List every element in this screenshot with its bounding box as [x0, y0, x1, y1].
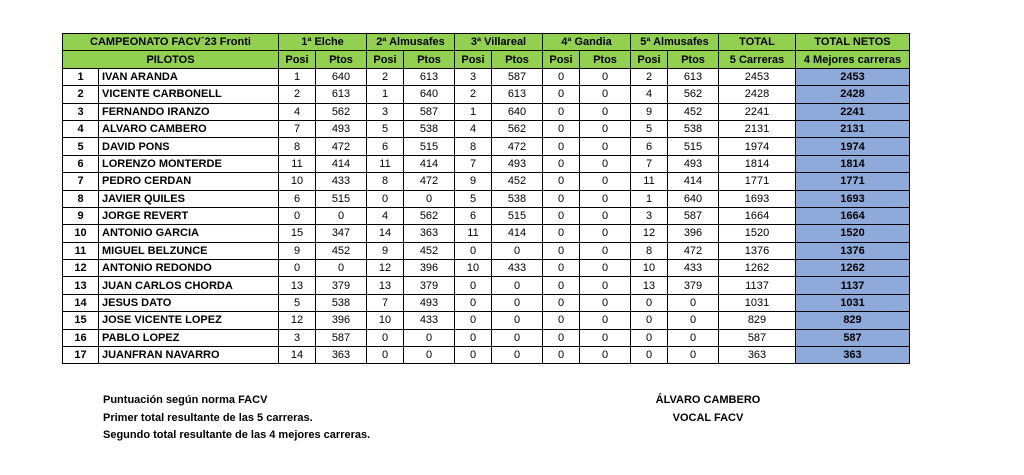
points-cell: 0: [668, 347, 719, 364]
position-cell: 0: [367, 190, 404, 207]
points-cell: 0: [580, 68, 631, 85]
pilot-name-cell: ANTONIO REDONDO: [99, 260, 279, 277]
net-total-cell: 363: [796, 347, 910, 364]
position-cell: 0: [631, 347, 668, 364]
net-total-cell: 1520: [796, 225, 910, 242]
pilot-name-cell: FERNANDO IRANZO: [99, 103, 279, 120]
total-cell: 829: [719, 312, 796, 329]
rank-cell: 15: [63, 312, 99, 329]
position-cell: 0: [631, 329, 668, 346]
ptos-header: Ptos: [580, 51, 631, 68]
rank-cell: 12: [63, 260, 99, 277]
position-cell: 0: [543, 103, 580, 120]
rank-cell: 3: [63, 103, 99, 120]
points-cell: 515: [316, 190, 367, 207]
points-cell: 640: [492, 103, 543, 120]
total-cell: 1771: [719, 173, 796, 190]
points-cell: 452: [316, 242, 367, 259]
points-cell: 562: [404, 207, 455, 224]
position-cell: 8: [279, 138, 316, 155]
points-cell: 0: [580, 260, 631, 277]
points-cell: 587: [316, 329, 367, 346]
table-row: [63, 190, 910, 207]
total-cell: 1664: [719, 207, 796, 224]
position-cell: 12: [367, 260, 404, 277]
points-cell: 0: [404, 329, 455, 346]
points-cell: 0: [580, 207, 631, 224]
standings-body: [63, 68, 910, 364]
note-line: Puntuación según norma FACV: [103, 394, 268, 406]
pilot-name-cell: JORGE REVERT: [99, 207, 279, 224]
position-cell: 0: [455, 312, 492, 329]
table-row: [63, 103, 910, 120]
net-total-cell: 1664: [796, 207, 910, 224]
position-cell: 0: [279, 207, 316, 224]
points-cell: 0: [492, 277, 543, 294]
points-cell: 0: [580, 225, 631, 242]
total-cell: 1974: [719, 138, 796, 155]
position-cell: 5: [279, 294, 316, 311]
table-row: [63, 347, 910, 364]
points-cell: 538: [404, 120, 455, 137]
rank-cell: 1: [63, 68, 99, 85]
rank-cell: 7: [63, 173, 99, 190]
rank-cell: 13: [63, 277, 99, 294]
points-cell: 472: [316, 138, 367, 155]
pilots-header: PILOTOS: [63, 51, 279, 68]
net-total-cell: 1771: [796, 173, 910, 190]
net-total-cell: 2131: [796, 120, 910, 137]
points-cell: 0: [580, 120, 631, 137]
points-cell: 433: [316, 173, 367, 190]
table-row: [63, 155, 910, 172]
position-cell: 7: [455, 155, 492, 172]
points-cell: 613: [668, 68, 719, 85]
points-cell: 0: [316, 207, 367, 224]
points-cell: 0: [580, 277, 631, 294]
pilot-name-cell: VICENTE CARBONELL: [99, 86, 279, 103]
rank-cell: 14: [63, 294, 99, 311]
points-cell: 587: [404, 103, 455, 120]
position-cell: 10: [455, 260, 492, 277]
position-cell: 9: [455, 173, 492, 190]
position-cell: 0: [455, 277, 492, 294]
points-cell: 0: [668, 312, 719, 329]
points-cell: 452: [492, 173, 543, 190]
net-total-cell: 829: [796, 312, 910, 329]
position-cell: 10: [631, 260, 668, 277]
points-cell: 493: [668, 155, 719, 172]
position-cell: 0: [543, 329, 580, 346]
points-cell: 0: [580, 86, 631, 103]
position-cell: 5: [631, 120, 668, 137]
points-cell: 379: [316, 277, 367, 294]
race-header: 4ª Gandia: [543, 34, 631, 51]
points-cell: 0: [580, 155, 631, 172]
position-cell: 0: [543, 312, 580, 329]
total-cell: 587: [719, 329, 796, 346]
points-cell: 538: [668, 120, 719, 137]
position-cell: 4: [631, 86, 668, 103]
header-row-columns: [63, 51, 910, 68]
total-cell: 1137: [719, 277, 796, 294]
points-cell: 0: [492, 294, 543, 311]
position-cell: 4: [367, 207, 404, 224]
position-cell: 9: [367, 242, 404, 259]
position-cell: 1: [279, 68, 316, 85]
total-cell: 2428: [719, 86, 796, 103]
total-subheader: 5 Carreras: [719, 51, 796, 68]
points-cell: 0: [404, 347, 455, 364]
rank-cell: 11: [63, 242, 99, 259]
table-row: [63, 260, 910, 277]
net-total-cell: 1376: [796, 242, 910, 259]
pilot-name-cell: MIGUEL BELZUNCE: [99, 242, 279, 259]
points-cell: 493: [404, 294, 455, 311]
points-cell: 396: [316, 312, 367, 329]
position-cell: 0: [455, 294, 492, 311]
position-cell: 8: [631, 242, 668, 259]
position-cell: 0: [455, 347, 492, 364]
position-cell: 13: [279, 277, 316, 294]
posi-header: Posi: [631, 51, 668, 68]
position-cell: 0: [543, 294, 580, 311]
net-total-cell: 1974: [796, 138, 910, 155]
points-cell: 0: [580, 103, 631, 120]
rank-cell: 16: [63, 329, 99, 346]
total-cell: 1693: [719, 190, 796, 207]
position-cell: 11: [279, 155, 316, 172]
position-cell: 14: [367, 225, 404, 242]
table-row: [63, 242, 910, 259]
position-cell: 7: [367, 294, 404, 311]
ptos-header: Ptos: [404, 51, 455, 68]
position-cell: 3: [279, 329, 316, 346]
points-cell: 472: [492, 138, 543, 155]
position-cell: 0: [367, 329, 404, 346]
position-cell: 0: [455, 329, 492, 346]
points-cell: 613: [316, 86, 367, 103]
pilot-name-cell: IVAN ARANDA: [99, 68, 279, 85]
table-row: [63, 86, 910, 103]
total-cell: 2241: [719, 103, 796, 120]
posi-header: Posi: [543, 51, 580, 68]
total-cell: 2453: [719, 68, 796, 85]
pilot-name-cell: JUAN CARLOS CHORDA: [99, 277, 279, 294]
total-cell: 2131: [719, 120, 796, 137]
position-cell: 7: [631, 155, 668, 172]
position-cell: 2: [279, 86, 316, 103]
points-cell: 0: [492, 312, 543, 329]
points-cell: 0: [580, 190, 631, 207]
table-row: [63, 312, 910, 329]
position-cell: 4: [279, 103, 316, 120]
signature-name: ÁLVARO CAMBERO: [655, 394, 761, 406]
race-header: 3ª Villareal: [455, 34, 543, 51]
points-cell: 347: [316, 225, 367, 242]
table-row: [63, 294, 910, 311]
points-cell: 515: [404, 138, 455, 155]
pilot-name-cell: PEDRO CERDAN: [99, 173, 279, 190]
points-cell: 414: [492, 225, 543, 242]
points-cell: 452: [404, 242, 455, 259]
points-cell: 0: [404, 190, 455, 207]
position-cell: 0: [279, 260, 316, 277]
position-cell: 5: [367, 120, 404, 137]
position-cell: 12: [279, 312, 316, 329]
total-header: TOTAL: [719, 34, 796, 51]
points-cell: 379: [668, 277, 719, 294]
position-cell: 0: [543, 155, 580, 172]
total-cell: 1520: [719, 225, 796, 242]
points-cell: 562: [492, 120, 543, 137]
position-cell: 13: [367, 277, 404, 294]
points-cell: 433: [492, 260, 543, 277]
table-row: [63, 225, 910, 242]
points-cell: 538: [316, 294, 367, 311]
net-total-cell: 1137: [796, 277, 910, 294]
points-cell: 0: [580, 173, 631, 190]
scoring-notes: [103, 392, 370, 445]
net-total-subheader: 4 Mejores carreras: [796, 51, 910, 68]
championship-title: CAMPEONATO FACV´23 Fronti: [63, 34, 279, 51]
net-total-cell: 1814: [796, 155, 910, 172]
net-total-cell: 587: [796, 329, 910, 346]
points-cell: 0: [580, 329, 631, 346]
position-cell: 4: [455, 120, 492, 137]
points-cell: 0: [492, 242, 543, 259]
position-cell: 2: [455, 86, 492, 103]
points-cell: 493: [316, 120, 367, 137]
position-cell: 0: [543, 68, 580, 85]
pilot-name-cell: PABLO LOPEZ: [99, 329, 279, 346]
position-cell: 0: [543, 207, 580, 224]
net-total-cell: 2453: [796, 68, 910, 85]
points-cell: 363: [404, 225, 455, 242]
position-cell: 2: [367, 68, 404, 85]
points-cell: 414: [668, 173, 719, 190]
pilot-name-cell: ANTONIO GARCIA: [99, 225, 279, 242]
total-cell: 1376: [719, 242, 796, 259]
points-cell: 0: [316, 260, 367, 277]
net-total-cell: 1693: [796, 190, 910, 207]
pilot-name-cell: JAVIER QUILES: [99, 190, 279, 207]
posi-header: Posi: [279, 51, 316, 68]
position-cell: 3: [631, 207, 668, 224]
position-cell: 2: [631, 68, 668, 85]
pilot-name-cell: JESUS DATO: [99, 294, 279, 311]
points-cell: 396: [404, 260, 455, 277]
points-cell: 538: [492, 190, 543, 207]
race-header: 2ª Almusafes: [367, 34, 455, 51]
rank-cell: 5: [63, 138, 99, 155]
pilot-name-cell: JUANFRAN NAVARRO: [99, 347, 279, 364]
position-cell: 0: [543, 138, 580, 155]
position-cell: 0: [455, 242, 492, 259]
points-cell: 515: [492, 207, 543, 224]
points-cell: 472: [668, 242, 719, 259]
position-cell: 0: [631, 312, 668, 329]
rank-cell: 17: [63, 347, 99, 364]
position-cell: 11: [367, 155, 404, 172]
ptos-header: Ptos: [492, 51, 543, 68]
pilot-name-cell: DAVID PONS: [99, 138, 279, 155]
standings-table: [62, 33, 910, 364]
position-cell: 7: [279, 120, 316, 137]
position-cell: 6: [279, 190, 316, 207]
position-cell: 9: [631, 103, 668, 120]
net-total-header: TOTAL NETOS: [796, 34, 910, 51]
rank-cell: 8: [63, 190, 99, 207]
points-cell: 515: [668, 138, 719, 155]
points-cell: 0: [580, 347, 631, 364]
position-cell: 10: [367, 312, 404, 329]
points-cell: 0: [668, 294, 719, 311]
table-row: [63, 277, 910, 294]
points-cell: 640: [316, 68, 367, 85]
race-header: 1ª Elche: [279, 34, 367, 51]
position-cell: 1: [455, 103, 492, 120]
points-cell: 396: [668, 225, 719, 242]
points-cell: 0: [580, 242, 631, 259]
points-cell: 0: [580, 294, 631, 311]
position-cell: 13: [631, 277, 668, 294]
position-cell: 6: [367, 138, 404, 155]
points-cell: 0: [580, 138, 631, 155]
points-cell: 562: [316, 103, 367, 120]
ptos-header: Ptos: [668, 51, 719, 68]
position-cell: 9: [279, 242, 316, 259]
posi-header: Posi: [367, 51, 404, 68]
position-cell: 5: [455, 190, 492, 207]
signature-role: VOCAL FACV: [672, 411, 744, 424]
position-cell: 3: [455, 68, 492, 85]
position-cell: 8: [455, 138, 492, 155]
position-cell: 6: [631, 138, 668, 155]
points-cell: 587: [668, 207, 719, 224]
net-total-cell: 2241: [796, 103, 910, 120]
pilot-name-cell: ALVARO CAMBERO: [99, 120, 279, 137]
position-cell: 8: [367, 173, 404, 190]
pilot-name-cell: JOSE VICENTE LOPEZ: [99, 312, 279, 329]
position-cell: 0: [543, 190, 580, 207]
position-cell: 1: [631, 190, 668, 207]
position-cell: 3: [367, 103, 404, 120]
net-total-cell: 2428: [796, 86, 910, 103]
rank-cell: 9: [63, 207, 99, 224]
header-row-races: [63, 34, 910, 51]
table-row: [63, 120, 910, 137]
position-cell: 0: [543, 225, 580, 242]
position-cell: 0: [543, 277, 580, 294]
points-cell: 0: [492, 329, 543, 346]
rank-cell: 10: [63, 225, 99, 242]
points-cell: 379: [404, 277, 455, 294]
position-cell: 0: [631, 294, 668, 311]
points-cell: 0: [580, 312, 631, 329]
points-cell: 493: [492, 155, 543, 172]
ptos-header: Ptos: [316, 51, 367, 68]
table-row: [63, 173, 910, 190]
table-row: [63, 138, 910, 155]
net-total-cell: 1262: [796, 260, 910, 277]
position-cell: 12: [631, 225, 668, 242]
total-cell: 363: [719, 347, 796, 364]
race-header: 5ª Almusafes: [631, 34, 719, 51]
position-cell: 14: [279, 347, 316, 364]
table-row: [63, 329, 910, 346]
position-cell: 11: [455, 225, 492, 242]
points-cell: 414: [404, 155, 455, 172]
points-cell: 414: [316, 155, 367, 172]
points-cell: 0: [668, 329, 719, 346]
position-cell: 0: [543, 242, 580, 259]
position-cell: 0: [367, 347, 404, 364]
position-cell: 0: [543, 120, 580, 137]
rank-cell: 6: [63, 155, 99, 172]
pilot-name-cell: LORENZO MONTERDE: [99, 155, 279, 172]
points-cell: 0: [492, 347, 543, 364]
table-row: [63, 207, 910, 224]
rank-cell: 4: [63, 120, 99, 137]
position-cell: 6: [455, 207, 492, 224]
posi-header: Posi: [455, 51, 492, 68]
points-cell: 433: [668, 260, 719, 277]
position-cell: 10: [279, 173, 316, 190]
position-cell: 0: [543, 86, 580, 103]
points-cell: 613: [404, 68, 455, 85]
points-cell: 452: [668, 103, 719, 120]
position-cell: 1: [367, 86, 404, 103]
position-cell: 0: [543, 347, 580, 364]
total-cell: 1031: [719, 294, 796, 311]
total-cell: 1814: [719, 155, 796, 172]
points-cell: 587: [492, 68, 543, 85]
points-cell: 363: [316, 347, 367, 364]
total-cell: 1262: [719, 260, 796, 277]
note-line: Segundo total resultante de las 4 mejores carreras.: [103, 429, 371, 441]
points-cell: 562: [668, 86, 719, 103]
points-cell: 613: [492, 86, 543, 103]
signature-block: [652, 392, 764, 427]
position-cell: 15: [279, 225, 316, 242]
table-row: [63, 68, 910, 85]
points-cell: 640: [668, 190, 719, 207]
position-cell: 0: [543, 173, 580, 190]
note-line: Primer total resultante de las 5 carreras.: [103, 411, 313, 424]
points-cell: 640: [404, 86, 455, 103]
net-total-cell: 1031: [796, 294, 910, 311]
position-cell: 0: [543, 260, 580, 277]
rank-cell: 2: [63, 86, 99, 103]
points-cell: 433: [404, 312, 455, 329]
points-cell: 472: [404, 173, 455, 190]
position-cell: 11: [631, 173, 668, 190]
